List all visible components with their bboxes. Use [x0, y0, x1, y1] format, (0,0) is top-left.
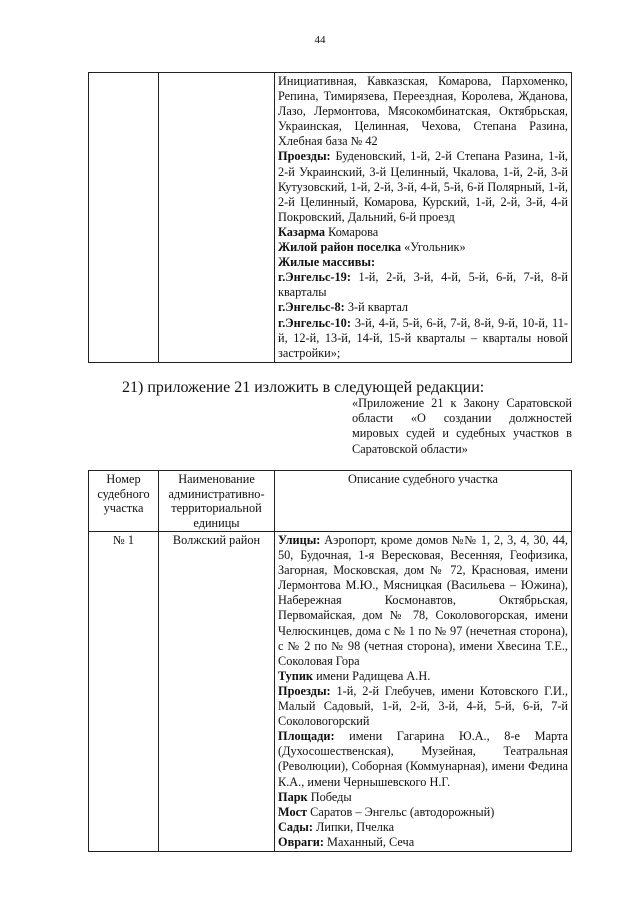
description-text: Комарова — [325, 224, 379, 239]
description-line — [278, 790, 568, 805]
description-keyword: г.Энгельс-10: — [278, 315, 351, 330]
description-line — [278, 835, 568, 850]
amendment-heading: 21) приложение 21 изложить в следующей редакции: — [122, 379, 485, 396]
description-line — [278, 820, 568, 835]
description-line — [278, 300, 568, 315]
description-keyword: Мост — [278, 804, 308, 819]
description-text: Аэропорт, кроме домов №№ 1, 2, 3, 4, 30, 44, 50, Будочная, 1-я Вересковая, Весенняя, Геофизика, Загорная, Московская, дом № 72, Красновая, имени Лермонтова М.Ю., Мясницкая (Васильева – Южина), Набережная Космонавтов, Октябрьская, Первомайская, дом № 78, Соколовогорская, имени Челюскинцев, дома с № 1 по № 97 (нечетная сторона), с № 2 по № 98 (четная сторона), имени Хвесина Т.Е., Соколовая Гора — [278, 533, 568, 668]
description-line — [278, 255, 568, 270]
description-line — [278, 316, 568, 361]
description-keyword: Проезды: — [278, 683, 331, 698]
description-line — [278, 240, 568, 255]
description-line — [278, 533, 568, 669]
description-text: Победы — [307, 789, 352, 804]
district-description-cell — [275, 532, 572, 852]
table-cell-empty — [159, 73, 275, 363]
description-keyword: Проезды: — [278, 149, 331, 164]
description-text: «Угольник» — [401, 240, 466, 255]
description-text: Саратов – Энгельс (автодорожный) — [307, 804, 495, 819]
district-number: № 1 — [89, 532, 159, 852]
description-text: Инициативная, Кавказская, Комарова, Пархоменко, Репина, Тимирязева, Переездная, Королева, Жданова, Лазо, Лермонтова, Мясокомбинатская, Октябрьская, Украинская, Целинная, Чехова, Степана Разина, Хлебная база № 42 — [278, 74, 568, 149]
table-row — [89, 73, 572, 363]
description-keyword: Сады: — [278, 819, 313, 834]
table-row — [89, 532, 572, 852]
description-text: 1-й, 2-й, 3-й, 4-й, 5-й, 6-й, 7-й, 8-й кварталы — [278, 270, 568, 300]
header-district-number: Номер судебного участка — [89, 471, 159, 532]
description-text: Липки, Пчелка — [312, 819, 395, 834]
description-line — [278, 270, 568, 300]
description-line — [278, 684, 568, 729]
description-text: имени Гагарина Ю.А., 8-е Марта (Духосошественская), Музейная, Театральная (Революции), Соборная (Коммунарная), имени Федина К.А., имени Чернышевского Н.Г. — [278, 729, 568, 789]
description-line — [278, 729, 568, 789]
description-text: 3-й квартал — [344, 300, 409, 315]
description-line — [278, 149, 568, 224]
description-text: 3-й, 4-й, 5-й, 6-й, 7-й, 8-й, 9-й, 10-й, 11-й, 12-й, 13-й, 14-й, 15-й кварталы – кварталы новой застройки»; — [278, 315, 568, 360]
description-text: имени Радищева А.Н. — [313, 668, 431, 683]
description-line — [278, 74, 568, 149]
description-line — [278, 805, 568, 820]
description-keyword: г.Энгельс-8: — [278, 300, 345, 315]
header-district-description: Описание судебного участка — [275, 471, 572, 532]
territorial-unit: Волжский район — [159, 532, 275, 852]
page-number: 44 — [314, 34, 326, 46]
description-keyword: Жилой район поселка — [278, 240, 402, 255]
description-keyword: Тупик — [278, 668, 313, 683]
description-line — [278, 225, 568, 240]
description-text: Маханный, Сеча — [323, 834, 415, 849]
description-keyword: Парк — [278, 789, 308, 804]
description-keyword: г.Энгельс-19: — [278, 270, 351, 285]
header-territorial-unit: Наименование административно-территориальной единицы — [159, 471, 275, 532]
appendix-note: «Приложение 21 к Закону Саратовской области «О создании должностей мировых судей и судебных участков в Саратовской области» — [352, 396, 572, 456]
description-text: Буденовский, 1-й, 2-й Степана Разина, 1-й, 2-й Украинский, 3-й Целинный, Чкалова, 1-й, 2-й, 3-й Кутузовский, 1-й, 2-й, 3-й, 4-й, 5-й, 6-й Полярный, 1-й, 2-й Целинный, Комарова, Курский, 1-й, 2-й, 3-й, 4-й Покровский, Дальний, 6-й проезд — [278, 149, 568, 224]
court-district-table — [88, 470, 572, 852]
description-keyword: Улицы: — [278, 533, 321, 547]
description-keyword: Казарма — [278, 224, 326, 239]
description-line — [278, 669, 568, 684]
description-text: 1-й, 2-й Глебучев, имени Котовского Г.И., Малый Садовый, 1-й, 2-й, 3-й, 4-й, 5-й, 6-й, 7-й Соколовогорский — [278, 683, 568, 729]
table-header-row — [89, 471, 572, 532]
district-description-cell — [275, 73, 572, 363]
continuation-table — [88, 72, 572, 363]
description-keyword: Площади: — [278, 729, 335, 744]
description-keyword: Овраги: — [278, 834, 324, 849]
description-keyword: Жилые массивы: — [278, 255, 376, 270]
table-cell-empty — [89, 73, 159, 363]
